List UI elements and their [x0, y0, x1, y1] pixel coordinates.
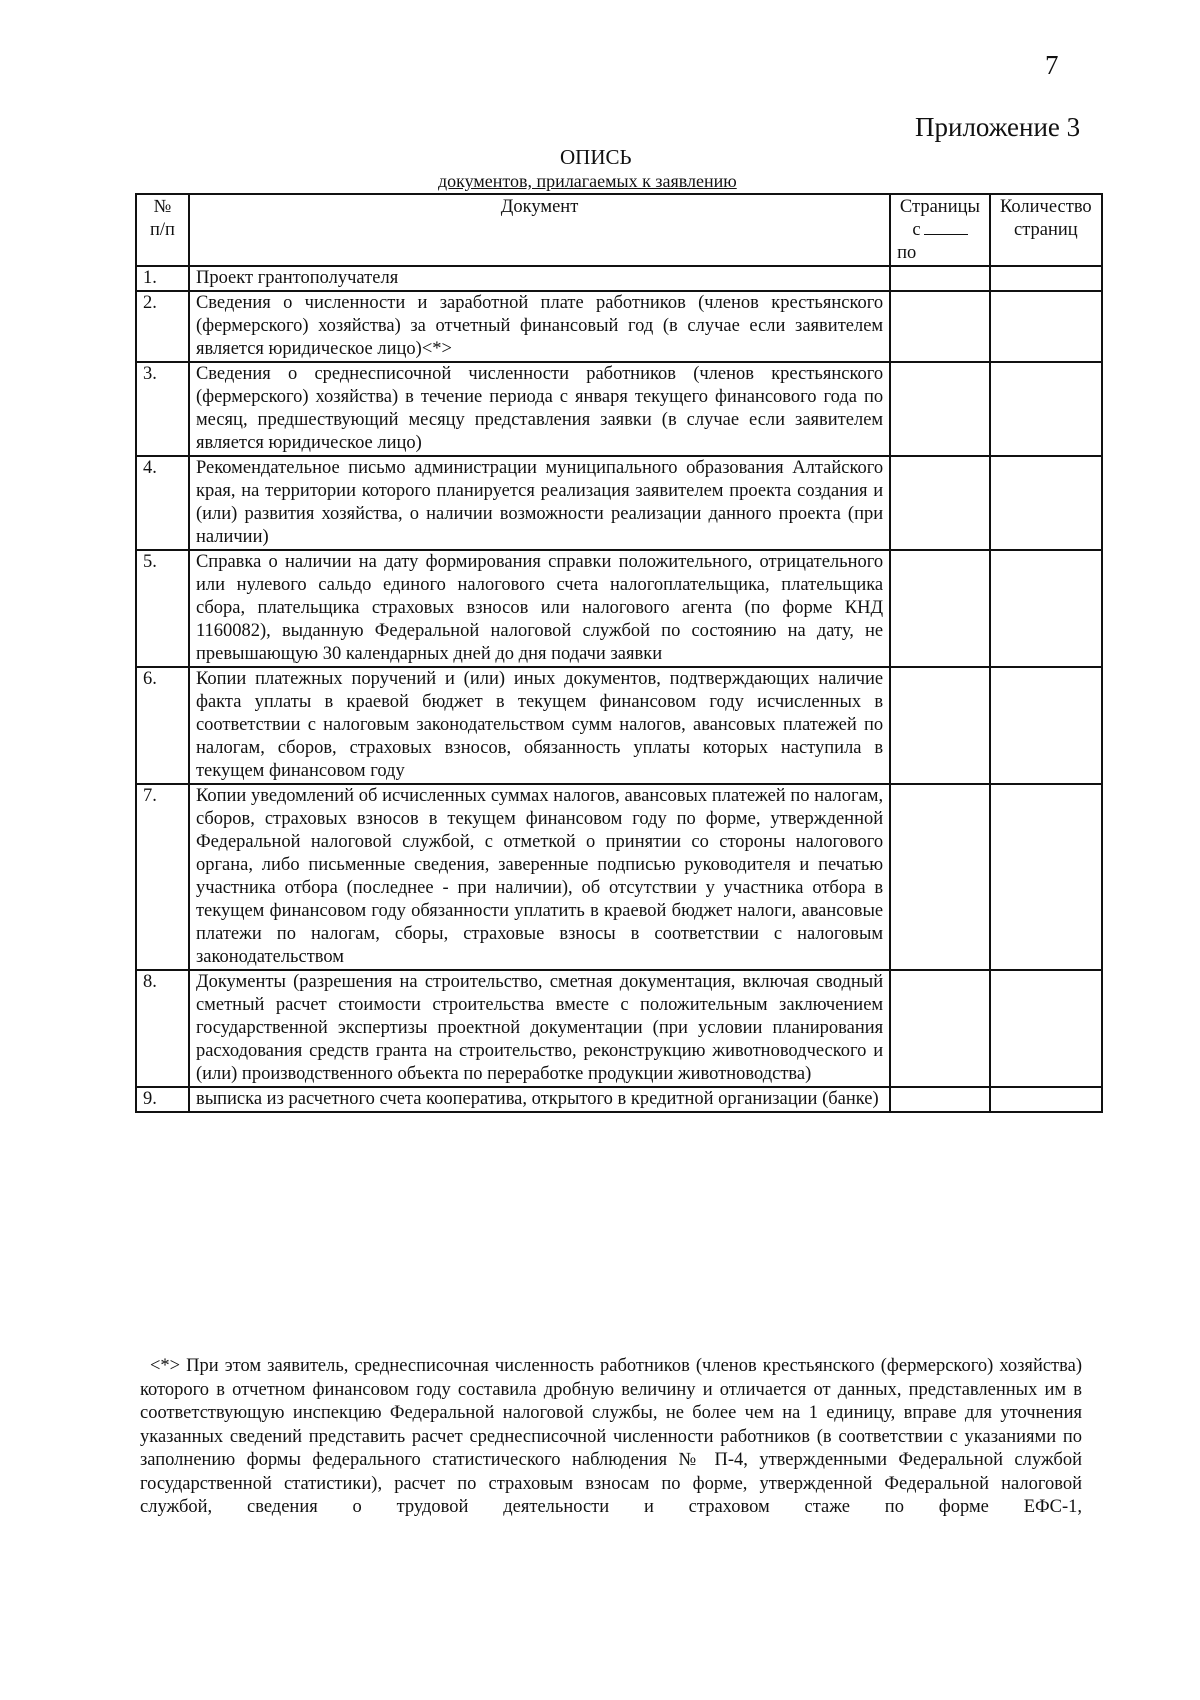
- document-title: ОПИСЬ: [560, 145, 632, 169]
- header-document: Документ: [189, 194, 890, 266]
- row-document: Справка о наличии на дату формирования справки положительного, отрицательного или нулевого сальдо единого налогового счета налогоплательщика, плательщика сбора, плательщика страховых взносов или налогового агента (по форме КНД 1160082), выданную Федеральной налоговой службой по состоянию на дату, не превышающую 30 календарных дней до дня подачи заявки: [189, 550, 890, 667]
- header-pages-from-label: с: [912, 220, 921, 240]
- row-pages: [890, 456, 990, 550]
- header-pages-to: по: [897, 243, 917, 263]
- row-pages: [890, 266, 990, 291]
- row-document: Документы (разрешения на строительство, сметная документация, включая сводный сметный расчет стоимости строительства вместе с положительным заключением государственной экспертизы проектной документации (при условии планирования расходования средств гранта на строительство, реконструкцию животноводческого и (или) производственного объекта по переработке продукции животноводства): [189, 970, 890, 1087]
- table-row: [136, 970, 1102, 1087]
- header-pages-from: [897, 219, 983, 242]
- row-page-count: [990, 667, 1102, 784]
- header-number: № п/п: [136, 194, 189, 266]
- row-document: Сведения о среднесписочной численности работников (членов крестьянского (фермерского) хозяйства) в течение периода с января текущего финансового года по месяц, предшествующий месяцу представления заявки (в случае если заявителем является юридическое лицо): [189, 362, 890, 456]
- row-document: Сведения о численности и заработной плате работников (членов крестьянского (фермерского) хозяйства) за отчетный финансовый год (в случае если заявителем является юридическое лицо)<*>: [189, 291, 890, 362]
- row-page-count: [990, 970, 1102, 1087]
- table-row: [136, 550, 1102, 667]
- table-row: [136, 291, 1102, 362]
- row-number: 7.: [136, 784, 189, 970]
- row-document: Копии уведомлений об исчисленных суммах налогов, авансовых платежей по налогам, сборов, страховых взносов в текущем финансовом году по форме, утвержденной Федеральной налоговой службой, с отметкой о принятии со стороны налогового органа, либо письменные сведения, заверенные подписью руководителя и печатью участника отбора (последнее - при наличии), об отсутствии у участника отбора в текущем финансовом году обязанности уплатить в краевой бюджет налоги, авансовые платежи по налогам, сборы, страховые взносы в соответствии с налоговым законодательством: [189, 784, 890, 970]
- header-pages-title: Страницы: [899, 197, 980, 217]
- row-pages: [890, 550, 990, 667]
- row-document: Рекомендательное письмо администрации муниципального образования Алтайского края, на территории которого планируется реализация заявителем проекта создания и (или) развития хозяйства, о наличии возможности реализации данного проекта (при наличии): [189, 456, 890, 550]
- row-number: 4.: [136, 456, 189, 550]
- row-pages: [890, 784, 990, 970]
- table-row: [136, 266, 1102, 291]
- documents-inventory-table: [135, 193, 1103, 1113]
- row-pages: [890, 291, 990, 362]
- footnote: <*> При этом заявитель, среднесписочная численность работников (членов крестьянского (фермерского) хозяйства) которого в отчетном финансовом году составила дробную величину и отличается от данных, представленных им в соответствующую инспекцию Федеральной налоговой службы, не более чем на 1 единицу, вправе для уточнения указанных сведений представить расчет среднесписочной численности работников (в соответствии с указаниями по заполнению формы федерального статистического наблюдения № П-4, утвержденными Федеральной службой государственной статистики), расчет по страховым взносам по форме, утвержденной Федеральной налоговой службой, сведения о трудовой деятельности и страховом стаже по форме ЕФС-1,: [140, 1356, 1082, 1517]
- row-document: выписка из расчетного счета кооператива, открытого в кредитной организации (банке): [189, 1087, 890, 1112]
- row-number: 1.: [136, 266, 189, 291]
- row-number: 9.: [136, 1087, 189, 1112]
- page-number: 7: [1045, 50, 1059, 80]
- row-pages: [890, 970, 990, 1087]
- row-pages: [890, 1087, 990, 1112]
- header-page-count: Количество страниц: [990, 194, 1102, 266]
- row-pages: [890, 362, 990, 456]
- row-document: Копии платежных поручений и (или) иных документов, подтверждающих наличие факта уплаты в краевой бюджет в текущем финансовом году исчисленных в соответствии с налоговым законодательством сумм налогов, авансовых платежей по налогам, сборов, страховых взносов, обязанность уплаты которых наступила в текущем финансовом году: [189, 667, 890, 784]
- row-number: 5.: [136, 550, 189, 667]
- row-page-count: [990, 266, 1102, 291]
- row-number: 3.: [136, 362, 189, 456]
- row-pages: [890, 667, 990, 784]
- table-row: [136, 456, 1102, 550]
- row-number: 2.: [136, 291, 189, 362]
- table-body: [136, 266, 1102, 1112]
- row-number: 6.: [136, 667, 189, 784]
- row-page-count: [990, 1087, 1102, 1112]
- document-subtitle: документов, прилагаемых к заявлению: [438, 171, 737, 191]
- row-document: Проект грантополучателя: [189, 266, 890, 291]
- pages-from-blank: [924, 220, 968, 235]
- table-header-row: [136, 194, 1102, 266]
- row-page-count: [990, 456, 1102, 550]
- row-page-count: [990, 291, 1102, 362]
- table-row: [136, 667, 1102, 784]
- table-row: [136, 1087, 1102, 1112]
- row-page-count: [990, 550, 1102, 667]
- table-row: [136, 362, 1102, 456]
- appendix-label: Приложение 3: [915, 112, 1081, 142]
- row-page-count: [990, 784, 1102, 970]
- row-page-count: [990, 362, 1102, 456]
- row-number: 8.: [136, 970, 189, 1087]
- header-pages: [890, 194, 990, 266]
- table-row: [136, 784, 1102, 970]
